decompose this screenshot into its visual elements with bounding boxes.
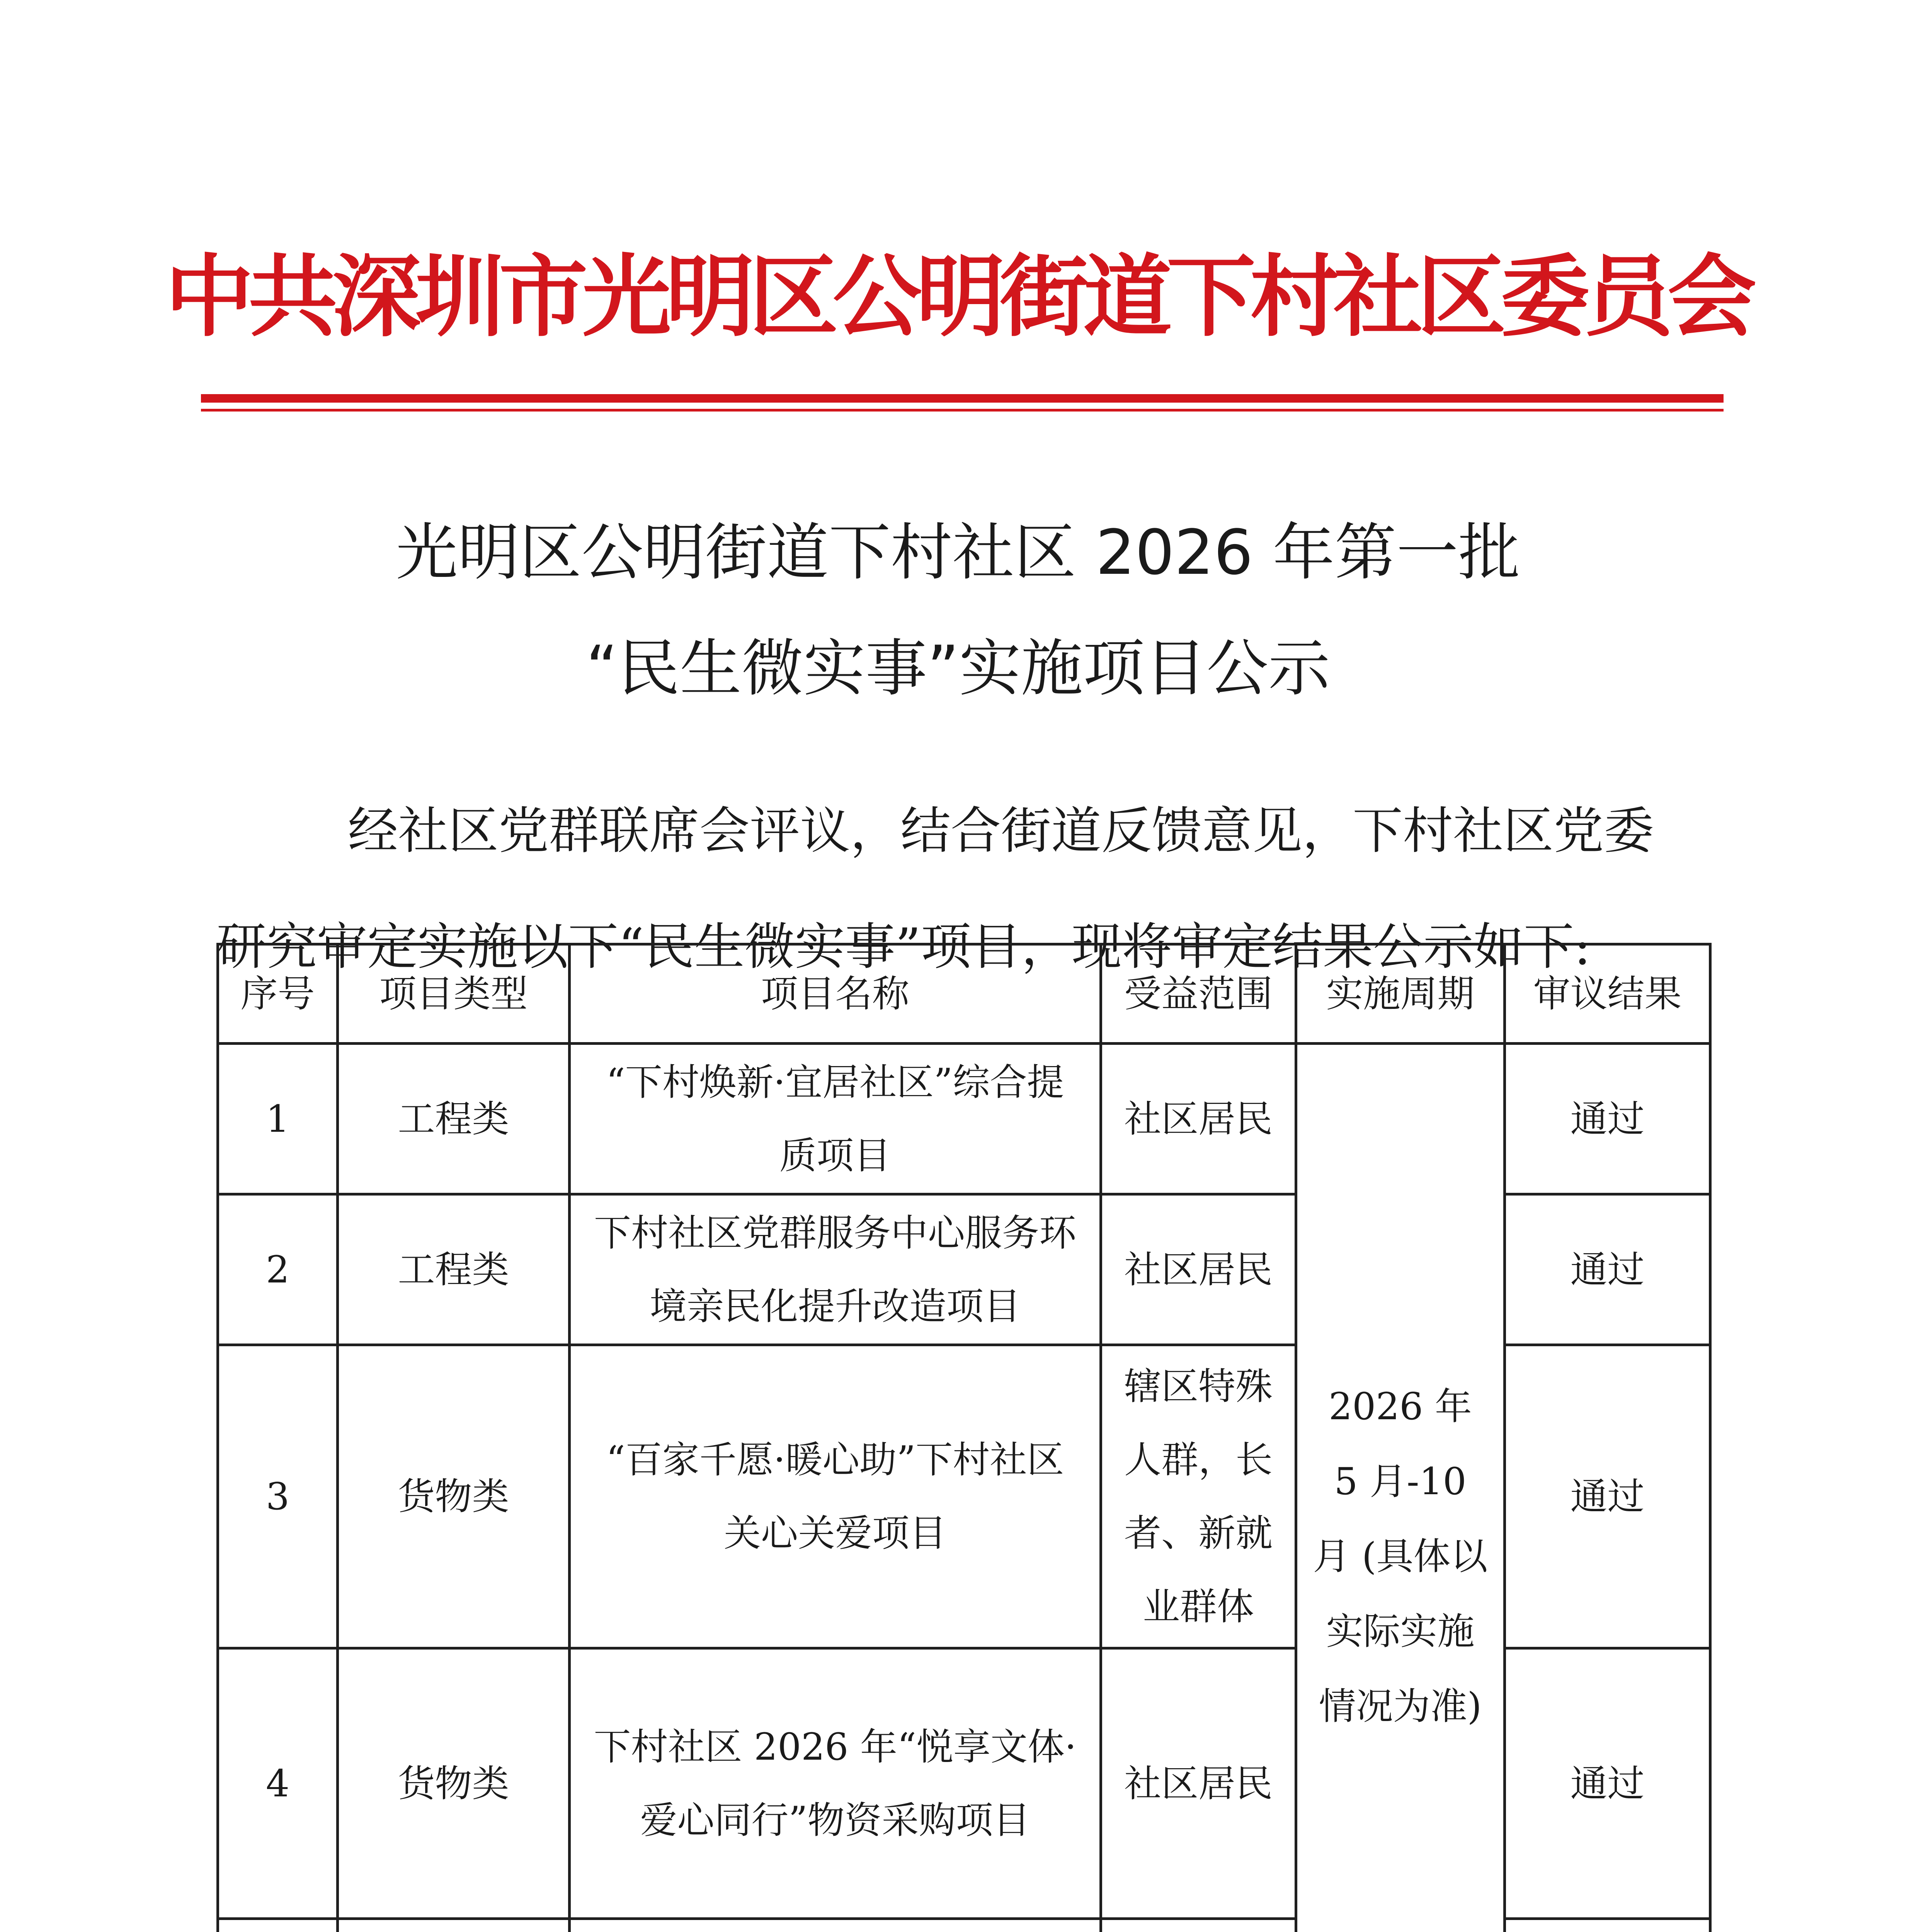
intro-line-2: 研究审定实施以下“民生微实事”项目，现将审定结果公示如下:	[216, 917, 1591, 976]
cell-no: 3	[218, 1345, 338, 1648]
cell-type: 工程类	[338, 1194, 570, 1345]
letterhead-divider-thick	[201, 394, 1724, 403]
cell-scope	[1101, 1919, 1296, 1932]
project-table	[216, 943, 1712, 1932]
document-title-line-1: 光明区公明街道下村社区 2026 年第一批	[396, 516, 1520, 588]
cell-name	[570, 1919, 1101, 1932]
cell-no: 1	[218, 1044, 338, 1194]
cell-name: “下村焕新·宜居社区”综合提质项目	[570, 1044, 1101, 1194]
header-cell-type: 项目类型	[338, 944, 570, 1044]
letterhead-title: 中共深圳市光明区公明街道下村社区委员会	[165, 246, 1751, 349]
cell-no: 2	[218, 1194, 338, 1345]
cell-scope: 社区居民	[1101, 1044, 1296, 1194]
cell-period: 2026 年 5 月-10 月 (具体以实际实施情况为准)	[1296, 1044, 1505, 1932]
cell-name: 下村社区 2026 年“悦享文体·爱心同行”物资采购项目	[570, 1648, 1101, 1919]
cell-result: 通过	[1505, 1194, 1710, 1345]
document-title-line-2: “民生微实事”实施项目公示	[586, 632, 1330, 704]
cell-result: 通过	[1505, 1345, 1710, 1648]
letterhead-divider-thin	[201, 409, 1724, 412]
document-title	[0, 495, 1916, 726]
cell-result: 通过	[1505, 1044, 1710, 1194]
cell-scope: 社区居民	[1101, 1194, 1296, 1345]
cell-name: 下村社区党群服务中心服务环境亲民化提升改造项目	[570, 1194, 1101, 1345]
header-cell-result: 审议结果	[1505, 944, 1710, 1044]
cell-type	[338, 1919, 570, 1932]
header-cell-no: 序号	[218, 944, 338, 1044]
cell-type: 货物类	[338, 1345, 570, 1648]
table-row	[218, 1044, 1710, 1194]
cell-scope: 辖区特殊人群，长者、新就业群体	[1101, 1345, 1296, 1648]
table-header-row	[218, 944, 1710, 1044]
cell-type: 工程类	[338, 1044, 570, 1194]
header-cell-period: 实施周期	[1296, 944, 1505, 1044]
cell-no	[218, 1919, 338, 1932]
cell-type: 货物类	[338, 1648, 570, 1919]
cell-result	[1505, 1919, 1710, 1932]
cell-no: 4	[218, 1648, 338, 1919]
intro-line-1: 经社区党群联席会评议，结合街道反馈意见，下村社区党委	[348, 801, 1654, 860]
cell-result: 通过	[1505, 1648, 1710, 1919]
cell-scope: 社区居民	[1101, 1648, 1296, 1919]
cell-name: “百家千愿·暖心助”下村社区关心关爱项目	[570, 1345, 1101, 1648]
header-cell-name: 项目名称	[570, 944, 1101, 1044]
header-cell-scope: 受益范围	[1101, 944, 1296, 1044]
